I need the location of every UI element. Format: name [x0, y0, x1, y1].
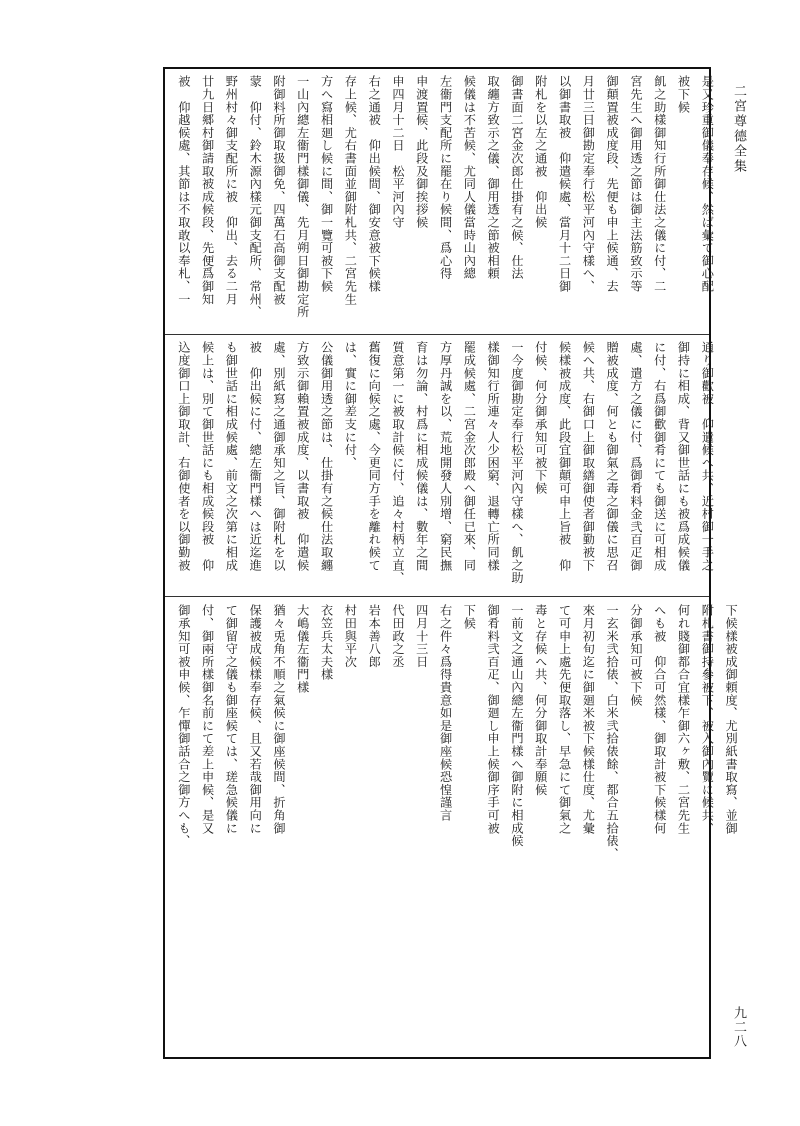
text-line: 取纏方致示之儀、御用透之節被相頼 [486, 75, 501, 280]
text-line: 候へ共、右御口上御取繕御使者御勤被下 [581, 341, 596, 572]
text-line: に付、右爲御歡御肴にても御送に可相成 [652, 341, 667, 572]
band-divider-top [165, 334, 709, 335]
page-number: 九二八 [731, 1006, 746, 1048]
text-line: 處、別紙寫之通御承知之旨、御附札を以 [271, 341, 286, 572]
text-line: 付、御兩所樣御名前にて差上申候、是又 [200, 604, 215, 835]
text-line: 處、遣方之儀に付、爲御肴料金弐百疋御 [628, 341, 643, 572]
text-line: 猶々兎角不順之氣候に御座候間、折角御 [271, 604, 286, 835]
text-line: 申四月十二日 松平河內守 [390, 75, 405, 229]
text-line: 申渡置候、此段及御挨拶候 [414, 75, 429, 229]
text-line: 一玄米弐拾俵、白米弐拾俵餘、都合五拾俵、 [605, 604, 620, 860]
text-line: 被下候 [676, 75, 691, 114]
text-line: 込度御口上御取計、右御使者を以御勤被 [176, 341, 191, 572]
text-line: 野州村々御支配所に被 仰出、去る二月 [224, 75, 239, 306]
text-line: へも被 仰合可然樣、御取計被下候樣何 [652, 604, 667, 835]
text-line: 左衞門支配所に罷在り候間、爲心得 [438, 75, 453, 280]
text-line: 衣笠兵太夫樣 [319, 604, 334, 681]
text-line: 一今度御勘定奉行松平河內守樣へ、飢之助 [509, 341, 524, 585]
text-line: 方致示御賴置被成度、以書取被 仰遣候 [295, 341, 310, 572]
text-line: 贈被成度、何とも御氣之毒之御儀に思召 [605, 341, 620, 572]
text-line: 方厚丹誠を以、荒地開發人別增、窮民撫 [438, 341, 453, 572]
text-line: 一山內總左衞門樣御儀、先月朔日御勘定所 [295, 75, 310, 319]
text-line: 被 仰出候に付、總左衞門樣へは近迄進 [248, 341, 263, 572]
text-line: 宮先生へ御用透之節は御主法筋致示等 [628, 75, 643, 293]
text-line: 候儀は不苦候、尤同人儀當時山內總 [462, 75, 477, 280]
text-line: 舊復に向候之處、今更同方手を離れ候て [367, 341, 382, 572]
text-line: て御留守之儀も御座候ては、瑳急候儀に [224, 604, 239, 835]
text-line: 御持に相成、背又御世話にも被爲成候儀 [676, 341, 691, 572]
text-line: 四月十三日 [414, 604, 429, 668]
text-line: 附御料所御取扱御免、四萬石高御支配被 [271, 75, 286, 306]
text-line: 岩本善八郎 [367, 604, 382, 668]
text-line: 右之通被 仰出候間、御安意被下候樣 [367, 75, 382, 293]
text-line: 來月初旬迄に御廻米被下候樣仕度、尤彙 [581, 604, 596, 835]
text-band-middle [171, 341, 715, 590]
book-title: 二宮尊德全集 [731, 84, 746, 174]
text-line: 附札書御持參被下、被入御內覽に候共、 [700, 604, 715, 835]
text-line: 右之件々爲得貴意如是御座候恐惶謹言 [438, 604, 453, 822]
text-line: 村田與平次 [343, 604, 358, 668]
text-line: 下候樣被成御頼度、尤別紙書取寫、並御 [724, 604, 739, 835]
text-line: 御顛置被成度段、先便も申上候通、去 [605, 75, 620, 293]
text-line: 代田政之丞 [390, 604, 405, 668]
text-line: 育は勿論、村爲に相成候儀は、數年之間 [414, 341, 429, 572]
text-line: 保護被成候樣奉存候、且又若哉御用向に [248, 604, 263, 835]
text-line: 候樣被成度、此段宜御顛可申上旨被 仰 [557, 341, 572, 572]
text-line: 下候 [462, 604, 477, 630]
text-line: 御承知可被申候、乍憚御話合之御方へも、 [176, 604, 191, 848]
text-line: も御世話に相成候處、前文之次第に相成 [224, 341, 239, 572]
text-band-top [171, 75, 715, 330]
text-line: 存上候、尤右書面並御附札共、二宮先生 [343, 75, 358, 306]
text-line: 毒と存候へ共、何分御取計奉願候 [533, 604, 548, 796]
text-line: 質意第一に被取計候に付、追々村柄立直、 [390, 341, 405, 585]
text-line: 是又珍重御儀奉存候、然ば彙て御心配 [700, 75, 715, 293]
text-line: 分御承知可被下候 [628, 604, 643, 707]
text-line: 以御書取被 仰遣候處、當月十二日御 [557, 75, 572, 293]
text-line: 付候、何分御承知可被下候 [533, 341, 548, 495]
band-text [171, 604, 742, 1054]
text-line: 御書面二宮金次郎仕掛有之候、仕法 [509, 75, 524, 280]
text-line: て可申上處先便取落し、早急にて御氣之 [557, 604, 572, 835]
text-line: 月廿三日御勘定奉行松平河內守樣へ、 [581, 75, 596, 293]
text-line: 通り御歡被 仰遣候へ共、近村御一手之 [700, 341, 715, 572]
text-line: は、實に御差支に付、 [343, 341, 358, 469]
text-line: 罷成候處、二宮金次郎殿へ御任已來、同 [462, 341, 477, 572]
text-line: 蒙 仰付、鈴木源內樣元御支配所、常州、 [248, 75, 263, 319]
band-divider-bottom [165, 596, 709, 597]
text-line: 一前文之通山內總左衞門樣へ御附に相成候 [509, 604, 524, 848]
text-line: 附札を以左之通被 仰出候 [533, 75, 548, 229]
text-line: 樣御知行所連々人少困窮、退轉亡所同樣 [486, 341, 501, 572]
text-line: 方へ寫相廻し候に間、御一覽可被下候 [319, 75, 334, 293]
text-line: 被 仰越候處、其節は不取敢以奉札、一 [176, 75, 191, 306]
band-text [171, 75, 718, 330]
text-line: 公儀御用透之節は、仕掛有之候仕法取纏 [319, 341, 334, 572]
band-text [171, 341, 718, 590]
text-line: 何れ賤御都合宜樣乍御六ヶ敷、二宮先生 [676, 604, 691, 835]
text-line: 大嶋儀左衞門樣 [295, 604, 310, 694]
text-line: 飢之助樣御知行所御仕法之儀に付、二 [652, 75, 667, 293]
text-line: 御肴料弐百疋、御廻し申上候御序手可被 [486, 604, 501, 835]
text-line: 廿九日郷村御請取被成候段、先便爲御知 [200, 75, 215, 306]
text-line: 候上は、別て御世話にも相成候段被 仰 [200, 341, 215, 572]
